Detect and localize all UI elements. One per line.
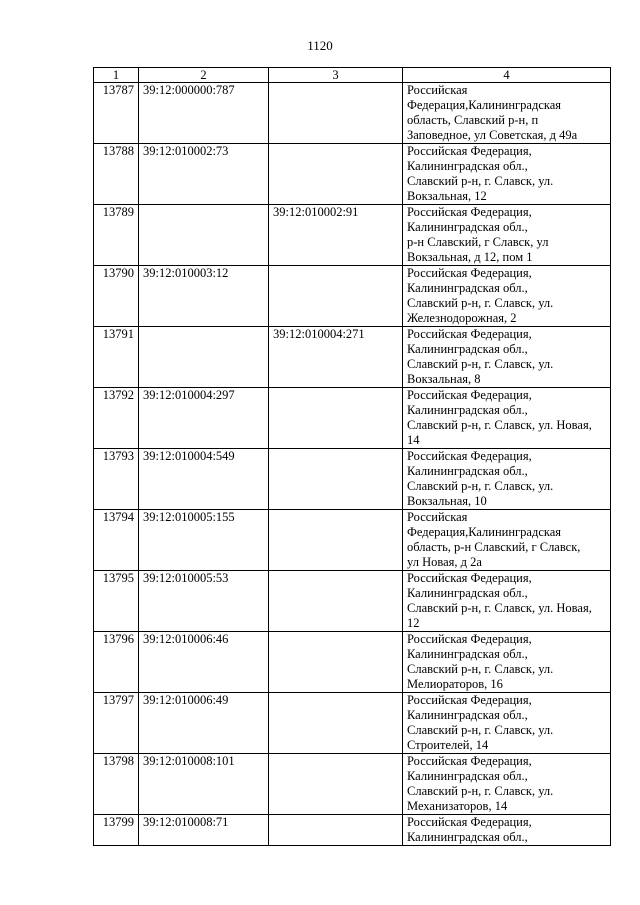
table-row <box>94 449 611 510</box>
cadastral-number: 39:12:010004:297 <box>139 388 269 449</box>
row-number: 13791 <box>94 327 139 388</box>
cadastral-number-alt <box>269 632 403 693</box>
column-header-3: 3 <box>269 68 403 83</box>
cadastral-number-alt: 39:12:010004:271 <box>269 327 403 388</box>
cadastral-number-alt <box>269 144 403 205</box>
cadastral-number <box>139 327 269 388</box>
cadastral-number: 39:12:010008:71 <box>139 815 269 846</box>
cadastral-number <box>139 205 269 266</box>
row-number: 13796 <box>94 632 139 693</box>
cadastral-number: 39:12:010005:155 <box>139 510 269 571</box>
register-table <box>93 67 611 846</box>
address: Российская Федерация, Калининградская обл., <box>403 815 611 846</box>
table-row <box>94 510 611 571</box>
address: Российская Федерация, Калининградская обл., Славский р-н, г. Славск, ул. Мелиораторов, 16 <box>403 632 611 693</box>
row-number: 13797 <box>94 693 139 754</box>
cadastral-number-alt <box>269 815 403 846</box>
table-row <box>94 571 611 632</box>
row-number: 13788 <box>94 144 139 205</box>
cadastral-number-alt <box>269 449 403 510</box>
address: Российская Федерация, Калининградская обл., Славский р-н, г. Славск, ул. Строителей, 14 <box>403 693 611 754</box>
table-row <box>94 266 611 327</box>
cadastral-number: 39:12:000000:787 <box>139 83 269 144</box>
cadastral-number: 39:12:010006:49 <box>139 693 269 754</box>
column-header-4: 4 <box>403 68 611 83</box>
address: Российская Федерация,Калининградская область, Славский р-н, п Заповедное, ул Советская, д 49а <box>403 83 611 144</box>
table-row <box>94 754 611 815</box>
row-number: 13794 <box>94 510 139 571</box>
column-header-2: 2 <box>139 68 269 83</box>
address: Российская Федерация,Калининградская область, р-н Славский, г Славск, ул Новая, д 2а <box>403 510 611 571</box>
address: Российская Федерация, Калининградская обл., Славский р-н, г. Славск, ул. Вокзальная, 12 <box>403 144 611 205</box>
row-number: 13799 <box>94 815 139 846</box>
row-number: 13792 <box>94 388 139 449</box>
address: Российская Федерация, Калининградская обл., Славский р-н, г. Славск, ул. Новая, 12 <box>403 571 611 632</box>
row-number: 13787 <box>94 83 139 144</box>
address: Российская Федерация, Калининградская обл., Славский р-н, г. Славск, ул. Вокзальная, 8 <box>403 327 611 388</box>
cadastral-number-alt <box>269 693 403 754</box>
row-number: 13798 <box>94 754 139 815</box>
address: Российская Федерация, Калининградская обл., р-н Славский, г Славск, ул Вокзальная, д 12, пом 1 <box>403 205 611 266</box>
address: Российская Федерация, Калининградская обл., Славский р-н, г. Славск, ул. Вокзальная, 10 <box>403 449 611 510</box>
table-row <box>94 144 611 205</box>
header-row <box>94 68 611 83</box>
cadastral-number-alt <box>269 388 403 449</box>
table-row <box>94 205 611 266</box>
column-header-1: 1 <box>94 68 139 83</box>
cadastral-number-alt <box>269 266 403 327</box>
cadastral-number-alt: 39:12:010002:91 <box>269 205 403 266</box>
row-number: 13795 <box>94 571 139 632</box>
cadastral-number: 39:12:010003:12 <box>139 266 269 327</box>
cadastral-number-alt <box>269 754 403 815</box>
page-number: 1120 <box>307 38 333 53</box>
table-row <box>94 388 611 449</box>
cadastral-number-alt <box>269 83 403 144</box>
row-number: 13789 <box>94 205 139 266</box>
cadastral-number: 39:12:010005:53 <box>139 571 269 632</box>
cadastral-number-alt <box>269 571 403 632</box>
address: Российская Федерация, Калининградская обл., Славский р-н, г. Славск, ул. Механизаторов, 14 <box>403 754 611 815</box>
address: Российская Федерация, Калининградская обл., Славский р-н, г. Славск, ул. Железнодорожная, 2 <box>403 266 611 327</box>
table-row <box>94 83 611 144</box>
cadastral-number: 39:12:010002:73 <box>139 144 269 205</box>
cadastral-number: 39:12:010008:101 <box>139 754 269 815</box>
cadastral-number-alt <box>269 510 403 571</box>
cadastral-number: 39:12:010004:549 <box>139 449 269 510</box>
row-number: 13793 <box>94 449 139 510</box>
cadastral-number: 39:12:010006:46 <box>139 632 269 693</box>
table-row <box>94 327 611 388</box>
table-row <box>94 632 611 693</box>
row-number: 13790 <box>94 266 139 327</box>
table-row <box>94 815 611 846</box>
table-row <box>94 693 611 754</box>
address: Российская Федерация, Калининградская обл., Славский р-н, г. Славск, ул. Новая, 14 <box>403 388 611 449</box>
